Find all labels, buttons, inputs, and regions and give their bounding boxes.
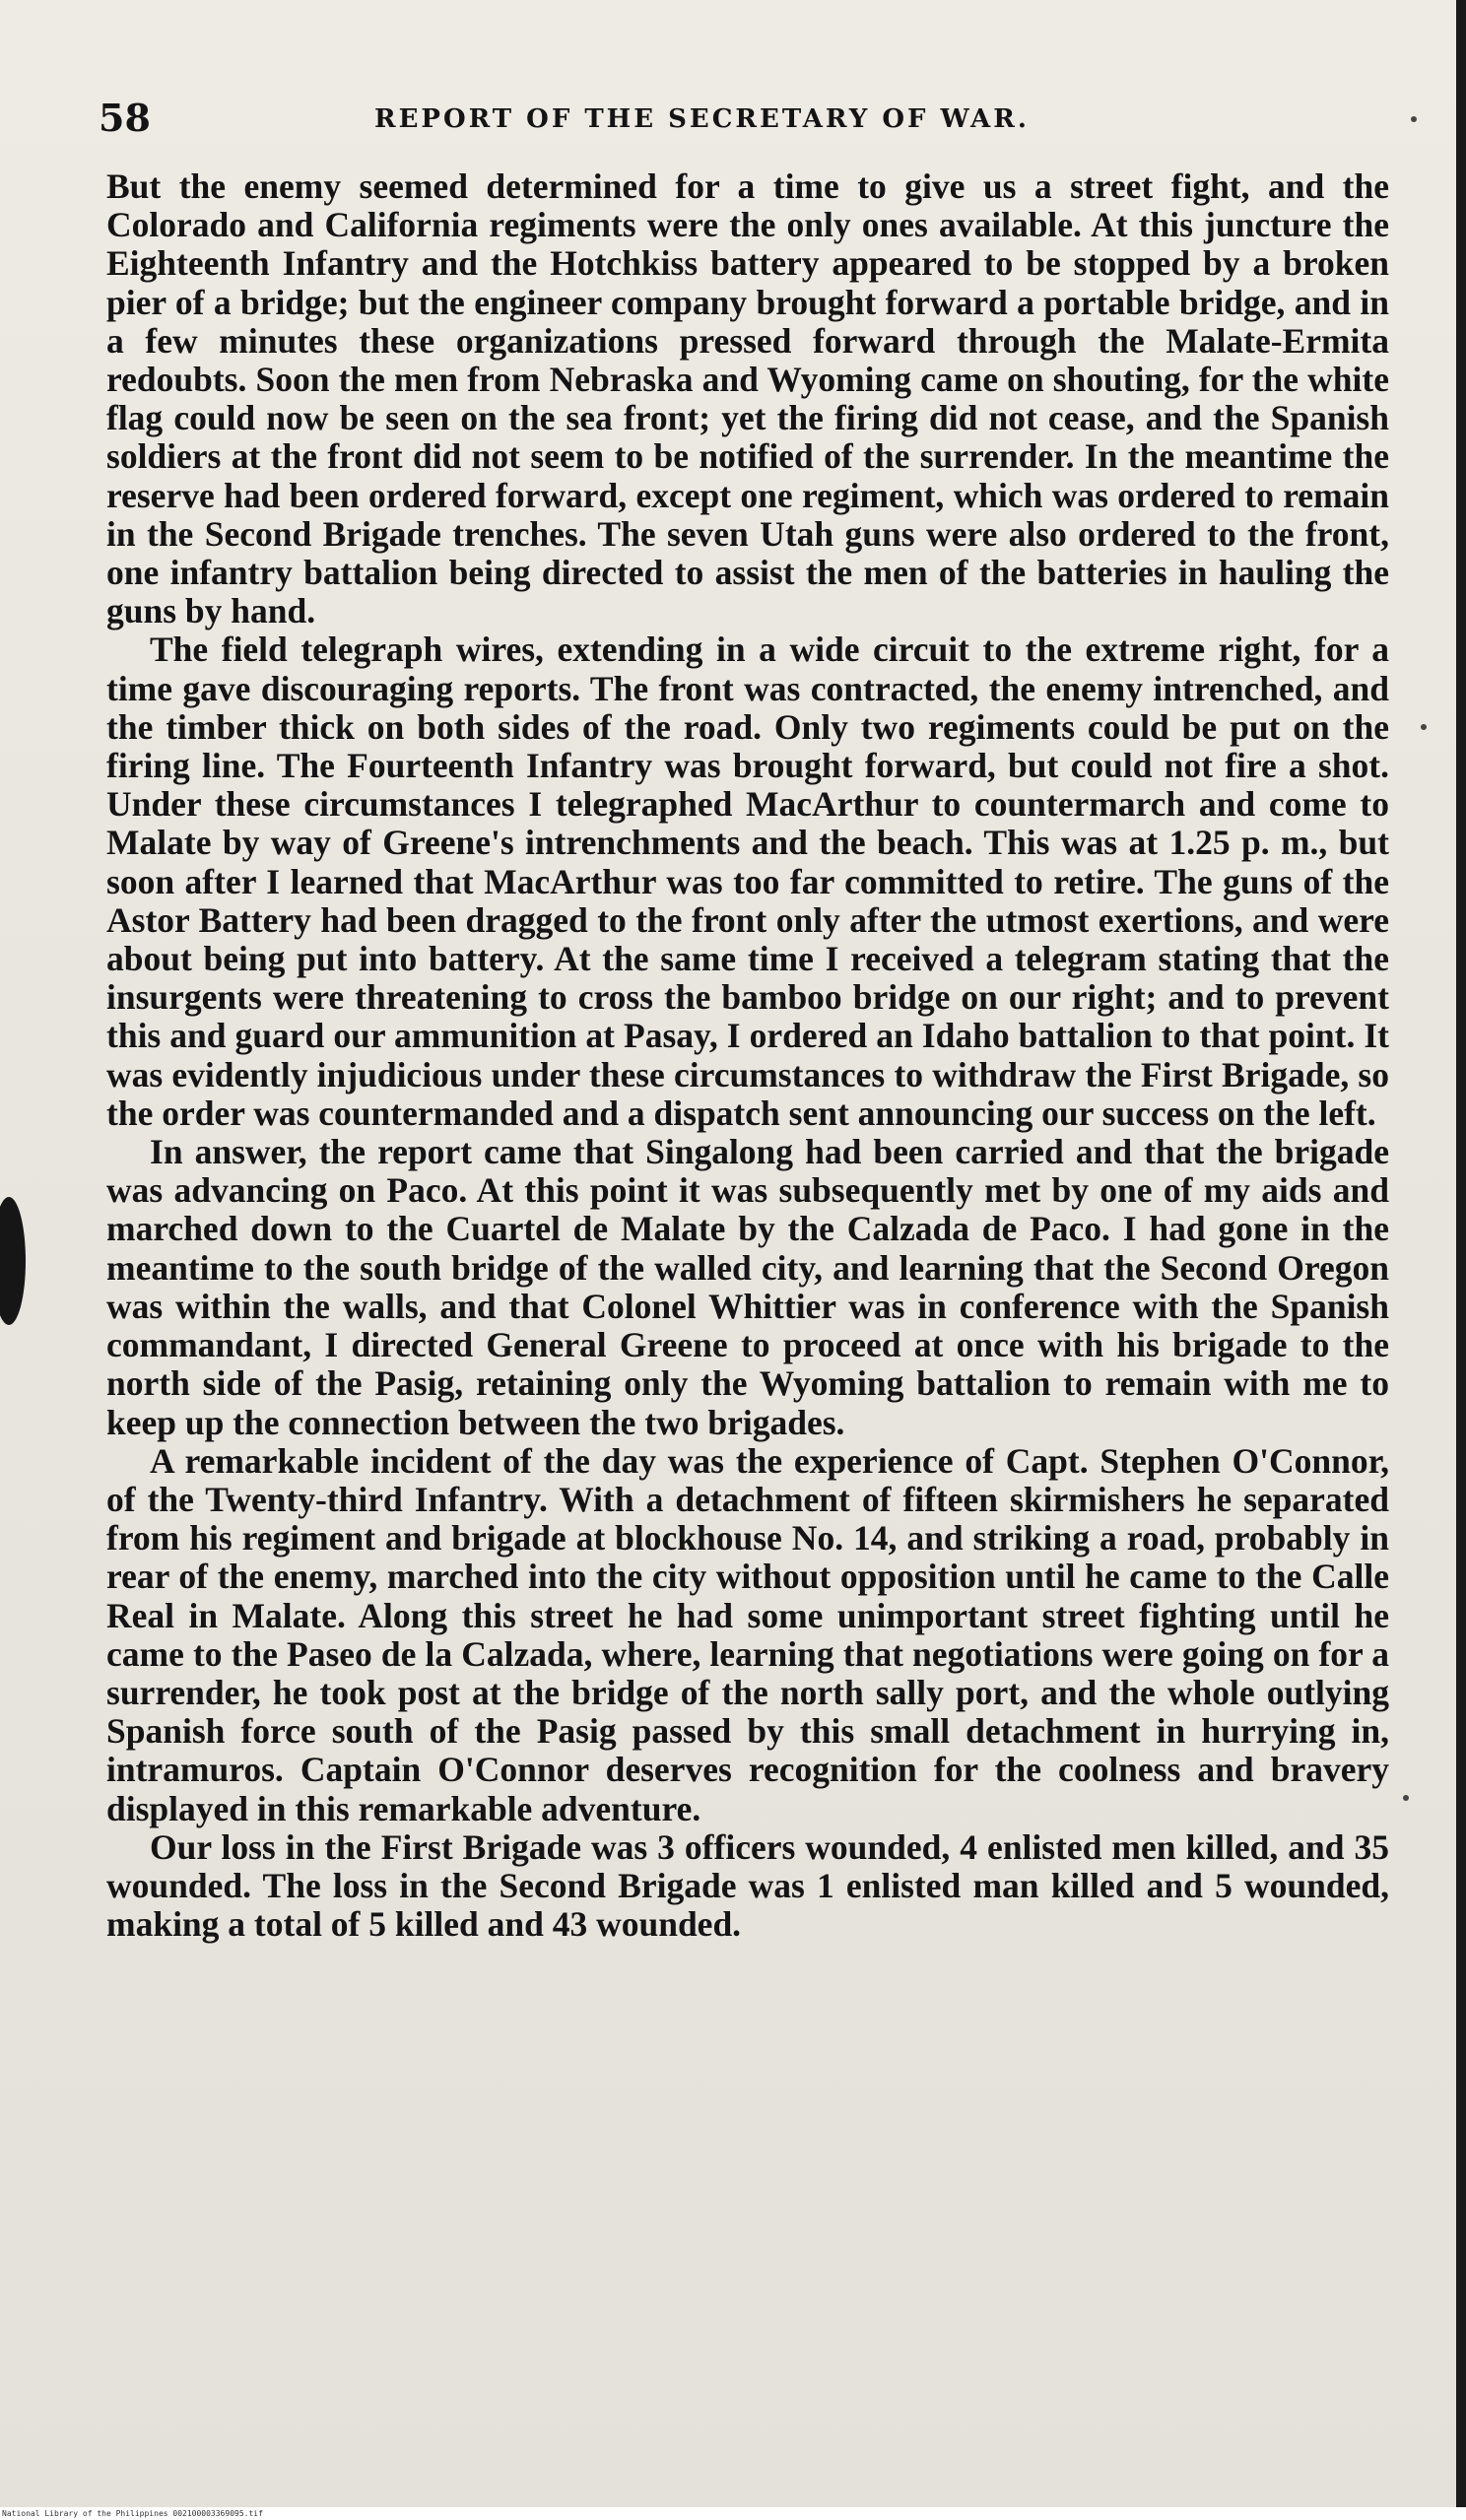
dust-speck: [1411, 116, 1417, 122]
paragraph-5: Our loss in the First Brigade was 3 officers wounded, 4 enlisted men killed, and 35 wounded. The loss in the Second Brigade was 1 enlisted man killed and 5 wounded, making a total of 5 killed and 43 wounded.: [106, 1826, 1389, 1945]
paragraph-2: The field telegraph wires, extending in a wide circuit to the extreme right, for a time gave discouraging reports. The front was contracted, the enemy intrenched, and the timber thick on both sides of the road. Only two regiments could be put on the firing line. The Fourteenth Infantry was brought forward, but could not fire a shot. Under these circumstances I telegraphed MacArthur to countermarch and come to Malate by way of Greene's intrenchments and the beach. This was at 1.25 p. m., but soon after I learned that MacArthur was too far committed to retire. The guns of the Astor Battery had been dragged to the front only after the utmost exertions, and were about being put into battery. At the same time I received a telegram stating that the insurgents were threatening to cross the bamboo bridge on our right; and to prevent this and guard our ammunition at Pasay, I ordered an Idaho battalion to that point. It was evidently injudicious under these circumstances to withdraw the First Brigade, so the order was countermanded and a dispatch sent announcing our success on the left.: [106, 630, 1389, 1133]
footer-source-line: National Library of the Philippines 002100003369095.tif: [2, 2509, 263, 2518]
page-header: [99, 94, 1399, 143]
running-head: REPORT OF THE SECRETARY OF WAR.: [374, 104, 1030, 134]
paragraph-4: A remarkable incident of the day was the experience of Capt. Stephen O'Connor, of the Twenty-third Infantry. With a detachment of fifteen skirmishers he separated from his regiment and brigade at blockhouse No. 14, and striking a road, probably in rear of the enemy, marched into the city without opposition until he came to the Calle Real in Malate. Along this street he had some unimportant street fighting until he came to the Paseo de la Calzada, where, learning that negotiations were going on for a surrender, he took post at the bridge of the north sally port, and the whole outlying Spanish force south of the Pasig passed by this small detachment in hurrying in, intramuros. Captain O'Connor deserves recognition for the coolness and bravery displayed in this remarkable adventure.: [106, 1440, 1389, 1828]
dust-speck: [1421, 724, 1427, 730]
body-text: [106, 167, 1389, 1944]
page-edge-shadow: [1456, 0, 1466, 2507]
paragraph-3: In answer, the report came that Singalong had been carried and that the brigade was advancing on Paco. At this point it was subsequently met by one of my aids and marched down to the Cuartel de Malate by the Calzada de Paco. I had gone in the meantime to the south bridge of the walled city, and learning that the Second Oregon was within the walls, and that Colonel Whittier was in conference with the Spanish commandant, I directed General Greene to proceed at once with his brigade to the north side of the Pasig, retaining only the Wyoming battalion to remain with me to keep up the connection between the two brigades.: [106, 1132, 1389, 1442]
page-number: 58: [99, 96, 151, 140]
paragraph-1: But the enemy seemed determined for a time to give us a street fight, and the Colorado and California regiments were the only ones available. At this juncture the Eighteenth Infantry and the Hotchkiss battery appeared to be stopped by a broken pier of a bridge; but the engineer company brought forward a portable bridge, and in a few minutes these organizations pressed forward through the Malate-Ermita redoubts. Soon the men from Nebraska and Wyoming came on shouting, for the white flag could now be seen on the sea front; yet the firing did not cease, and the Spanish soldiers at the front did not seem to be notified of the surrender. In the meantime the reserve had been ordered forward, except one regiment, which was ordered to remain in the Second Brigade trenches. The seven Utah guns were also ordered to the front, one infantry battalion being directed to assist the men of the batteries in hauling the guns by hand.: [106, 166, 1389, 631]
dust-speck: [1403, 1795, 1409, 1801]
